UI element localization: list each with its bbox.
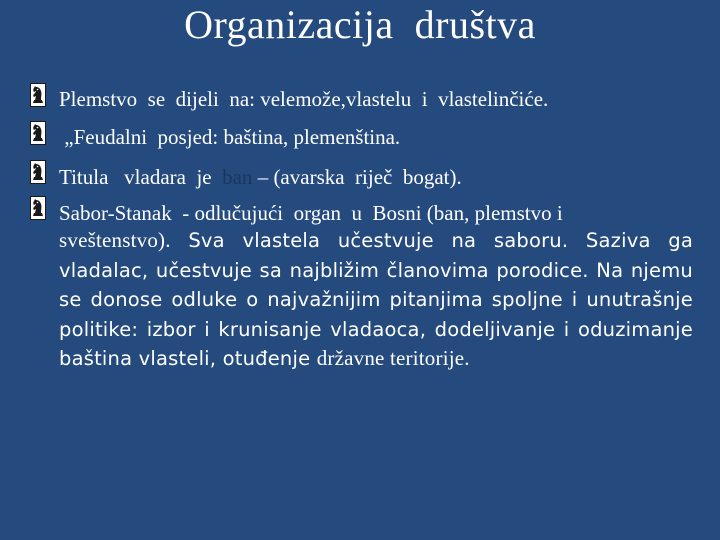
bullet-text-nobility: Plemstvo se dijeli na: velemože,vlastelu i vlastelinčiće. xyxy=(59,87,549,111)
ruler-title-suffix: – (avarska riječ bogat). xyxy=(252,165,462,189)
ruler-title-prefix: Titula vladara je xyxy=(59,165,223,189)
assembly-body-text: Sva vlastela učestvuje na saboru. Saziva ga vladalac, učestvuje sa najbližim članovima porodice. Na njemu se donose odluke o najvažnijim pitanjima spoljne i unutrašnje politike: izbor i krunisanje vladaoca, dodeljivanje i oduzimanje baština vlasteli, otuđenje xyxy=(59,229,693,370)
assembly-body xyxy=(59,226,693,374)
assembly-body-end: državne teritorije. xyxy=(316,346,470,370)
chess-knight-icon xyxy=(30,121,46,145)
chess-knight-icon xyxy=(30,83,46,107)
bullet-text-assembly xyxy=(59,200,693,374)
slide-title: Organizacija društva xyxy=(184,2,536,47)
assembly-first-line: Sabor-Stanak - odlučujući organ u Bosni (ban, plemstvo i xyxy=(59,201,563,225)
ban-highlight: ban xyxy=(222,165,253,189)
bullet-text-feudal-estate: „Feudalni posjed: baština, plemenština. xyxy=(59,125,401,149)
bullet-text-ruler-title xyxy=(59,164,462,190)
chess-knight-icon xyxy=(30,160,46,184)
chess-knight-icon xyxy=(30,196,46,220)
assembly-body-start: sveštenstvo). xyxy=(59,228,171,252)
